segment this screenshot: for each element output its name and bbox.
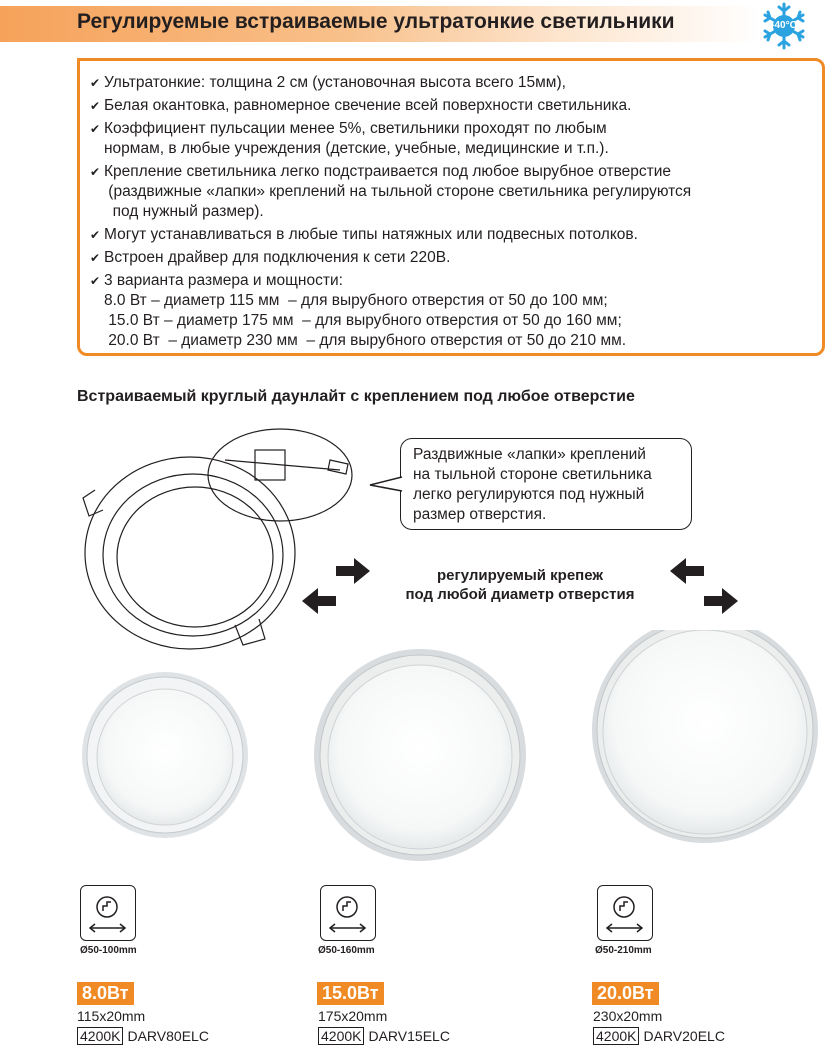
checkmark-icon: ✔ — [90, 251, 101, 265]
product-dimensions: 230x20mm — [593, 1008, 663, 1024]
cutout-range: Ø50-100mm — [80, 945, 137, 956]
feature-line: Белая окантовка, равномерное свечение всей поверхности светильника. — [104, 97, 632, 114]
adjust-arrows-left-icon — [300, 558, 372, 614]
checkmark-icon: ✔ — [90, 228, 101, 242]
power-badge: 20.0Вт — [592, 982, 659, 1005]
cutout-diameter-icon — [598, 886, 651, 939]
cutout-size-icon — [597, 885, 653, 941]
adjust-arrows-right-icon — [668, 558, 740, 614]
product-dimensions: 175x20mm — [318, 1008, 388, 1024]
page-title: Регулируемые встраиваемые ультратонкие светильники — [77, 10, 675, 33]
downlight-8w-photo — [82, 672, 248, 838]
color-temperature: 4200K — [593, 1027, 639, 1045]
mounting-callout — [400, 438, 692, 530]
product-model-line — [318, 1028, 450, 1044]
color-temperature: 4200K — [77, 1027, 123, 1045]
cutout-size-icon — [80, 885, 136, 941]
section-title: Встраиваемый круглый даунлайт с креплением под любое отверстие — [77, 388, 635, 405]
feature-line: 15.0 Вт – диаметр 175 мм – для вырубного отверстия от 50 до 160 мм; — [104, 312, 622, 329]
checkmark-icon: ✔ — [90, 274, 101, 288]
feature-item — [90, 271, 820, 351]
product-dimensions: 115x20mm — [77, 1008, 146, 1024]
checkmark-icon: ✔ — [90, 99, 101, 113]
feature-line: нормам, в любые учреждения (детские, учебные, медицинские и т.п.). — [104, 140, 609, 157]
adjust-caption-line: регулируемый крепеж — [436, 567, 604, 584]
feature-item — [90, 162, 820, 222]
frost-badge-label: -40°C — [771, 20, 797, 31]
callout-line: на тыльной стороне светильника — [413, 466, 652, 483]
feature-line: (раздвижные «лапки» креплений на тыльной стороне светильника регулируются — [104, 183, 692, 200]
product-model: DARV80ELC — [127, 1028, 209, 1044]
product-model-line — [77, 1028, 209, 1044]
checkmark-icon: ✔ — [90, 122, 101, 136]
cutout-range: Ø50-210mm — [595, 945, 652, 956]
feature-line: Ультратонкие: толщина 2 см (установочная высота всего 15мм), — [104, 74, 566, 91]
feature-line: Встроен драйвер для подключения к сети 220В. — [104, 249, 451, 266]
downlight-20w-photo — [592, 630, 818, 843]
feature-line: 3 варианта размера и мощности: — [104, 272, 343, 289]
downlight-15w-photo — [314, 649, 526, 861]
product-photos — [0, 630, 840, 870]
checkmark-icon: ✔ — [90, 165, 101, 179]
power-badge: 15.0Вт — [317, 982, 384, 1005]
adjust-caption-line: под любой диаметр отверстия — [405, 586, 635, 603]
feature-list — [90, 73, 820, 354]
feature-item — [90, 248, 820, 268]
cutout-range: Ø50-160mm — [318, 945, 375, 956]
product-model: DARV15ELC — [368, 1028, 450, 1044]
product-model: DARV20ELC — [643, 1028, 725, 1044]
callout-line: Раздвижные «лапки» креплений — [413, 446, 646, 463]
feature-line: 20.0 Вт – диаметр 230 мм – для вырубного отверстия от 50 до 210 мм. — [104, 332, 627, 349]
callout-pointer — [368, 475, 404, 495]
feature-line: 8.0 Вт – диаметр 115 мм – для вырубного отверстия от 50 до 100 мм; — [104, 292, 608, 309]
checkmark-icon: ✔ — [90, 76, 101, 90]
feature-line: Коэффициент пульсации менее 5%, светильники проходят по любым — [104, 120, 607, 137]
callout-line: размер отверстия. — [413, 506, 547, 523]
feature-item — [90, 73, 820, 93]
cutout-diameter-icon — [81, 886, 134, 939]
feature-item — [90, 119, 820, 159]
feature-item — [90, 225, 820, 245]
callout-line: легко регулируются под нужный — [413, 486, 645, 503]
color-temperature: 4200K — [318, 1027, 364, 1045]
features-box — [77, 58, 825, 356]
frost-resistance-badge — [760, 2, 808, 50]
feature-line: под нужный размер). — [104, 203, 264, 220]
power-badge: 8.0Вт — [77, 982, 134, 1005]
cutout-size-icon — [320, 885, 376, 941]
cutout-diameter-icon — [321, 886, 374, 939]
feature-line: Крепление светильника легко подстраивается под любое вырубное отверстие — [104, 163, 672, 180]
feature-item — [90, 96, 820, 116]
feature-line: Могут устанавливаться в любые типы натяжных или подвесных потолков. — [104, 226, 638, 243]
product-model-line — [593, 1028, 725, 1044]
adjustable-mount-caption — [370, 566, 670, 604]
